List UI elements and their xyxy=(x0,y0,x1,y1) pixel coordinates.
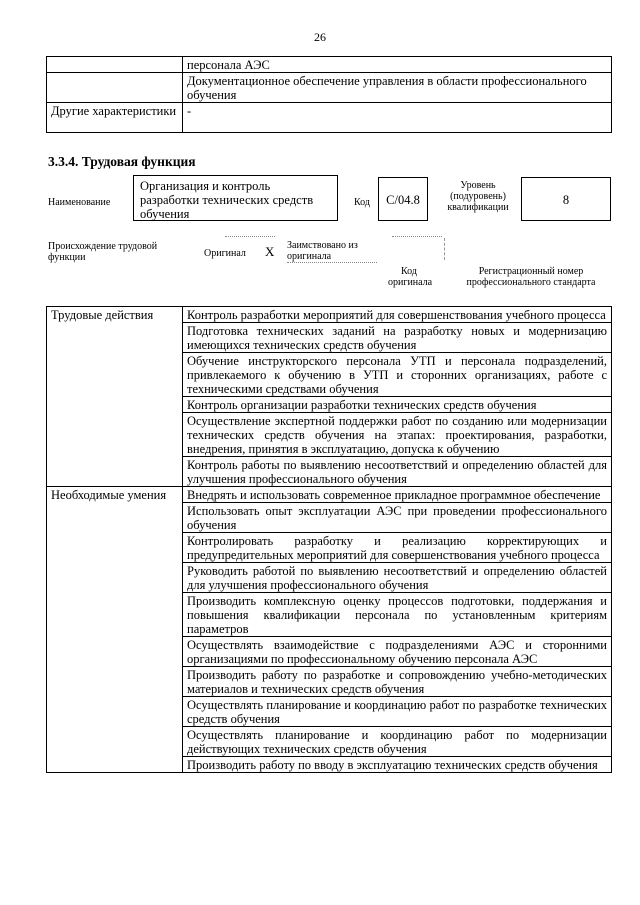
code-label: Код xyxy=(354,197,370,208)
divider xyxy=(225,236,275,237)
required-skills-label: Необходимые умения xyxy=(47,487,183,773)
code-box xyxy=(378,177,428,221)
table-cell: Другие характеристики xyxy=(47,103,183,133)
skill-item: Использовать опыт эксплуатации АЭС при проведении профессионального обучения xyxy=(183,503,612,533)
skill-item: Осуществлять планирование и координацию работ по разработке технических средств обучения xyxy=(183,697,612,727)
skill-item: Производить комплексную оценку процессов подготовки, поддержания и повышения квалификации персонала по установленным критериям параметров xyxy=(183,593,612,637)
table-cell: Документационное обеспечение управления в области профессионального обучения xyxy=(183,73,612,103)
labor-action-item: Подготовка технических заданий на разработку новых и модернизацию имеющихся технических средств обучения xyxy=(183,323,612,353)
labor-actions-label: Трудовые действия xyxy=(47,307,183,487)
function-name-value: Организация и контроль разработки технических средств обучения xyxy=(140,179,314,221)
table-row xyxy=(47,103,612,133)
skill-item: Внедрять и использовать современное прикладное программное обеспечение xyxy=(183,487,612,503)
original-checkmark: X xyxy=(265,244,275,259)
function-table xyxy=(46,306,612,773)
table-row xyxy=(47,57,612,73)
table-row xyxy=(47,487,612,503)
skill-item: Производить работу по разработке и сопровождению учебно-методических материалов и технических средств обучения xyxy=(183,667,612,697)
original-label: Оригинал xyxy=(204,248,246,259)
code-value: C/04.8 xyxy=(386,193,420,207)
divider xyxy=(392,236,442,237)
name-label: Наименование xyxy=(48,197,111,208)
skill-item: Производить работу по вводу в эксплуатацию технических средств обучения xyxy=(183,757,612,773)
table-cell xyxy=(47,57,183,73)
table-cell: - xyxy=(183,103,612,133)
level-label: Уровень (подуровень) квалификации xyxy=(447,180,509,213)
skill-item: Контролировать разработку и реализацию корректирующих и предупредительных мероприятий для совершенствования учебного процесса xyxy=(183,533,612,563)
skill-item: Осуществлять планирование и координацию работ по модернизации действующих технических средств обучения xyxy=(183,727,612,757)
table-cell xyxy=(47,73,183,103)
labor-action-item: Обучение инструкторского персонала УТП и персонала подразделений, привлекаемого к обучению в УТП и сторонних организациях, работе с техническими средствами обучения xyxy=(183,353,612,397)
labor-action-item: Контроль работы по выявлению несоответствий и определению областей для улучшения профессионального обучения xyxy=(183,457,612,487)
reg-number-label: Регистрационный номер профессионального стандарта xyxy=(466,266,596,288)
labor-action-item: Контроль разработки мероприятий для совершенствования учебного процесса xyxy=(183,307,612,323)
labor-action-item: Осуществление экспертной поддержки работ по созданию или модернизации технических средств обучения на этапах: проектирования, разработки, внедрения, принятия в эксплуатацию, допуска к обучению xyxy=(183,413,612,457)
code-original-label: Код оригинала xyxy=(388,266,433,288)
page-number: 26 xyxy=(314,30,326,44)
table-row xyxy=(47,307,612,323)
table-cell: персонала АЭС xyxy=(183,57,612,73)
skill-item: Осуществлять взаимодействие с подразделениями АЭС и сторонними организациями по профессиональному обучению персонала АЭС xyxy=(183,637,612,667)
table-row xyxy=(47,73,612,103)
skill-item: Руководить работой по выявлению несоответствий и определению областей для улучшения профессионального обучения xyxy=(183,563,612,593)
divider xyxy=(444,238,445,260)
borrowed-label: Заимствовано из оригинала xyxy=(287,240,358,262)
level-value: 8 xyxy=(562,193,570,207)
labor-action-item: Контроль организации разработки технических средств обучения xyxy=(183,397,612,413)
section-heading: 3.3.4. Трудовая функция xyxy=(48,154,196,169)
level-box xyxy=(521,177,611,221)
origin-label: Происхождение трудовой функции xyxy=(48,241,158,263)
divider xyxy=(287,262,377,263)
top-table xyxy=(46,56,612,133)
function-name-box xyxy=(133,175,338,221)
